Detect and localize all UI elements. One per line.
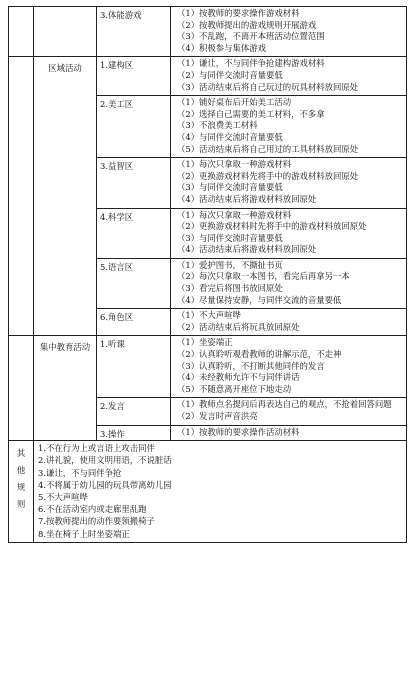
- list-item: [177, 384, 404, 396]
- item-text: 认真聆听观看教师的讲解示范，不走神: [199, 349, 342, 360]
- section-label: [34, 7, 97, 57]
- other-rules-list: [34, 441, 407, 543]
- item-text: 看完后将图书放回原处: [199, 283, 283, 294]
- table-row: [9, 336, 407, 398]
- other-rule-item: 8.坐在椅子上时坐姿端正: [38, 528, 130, 539]
- other-rules-label-cell: [9, 441, 34, 543]
- other-rule-item: 3.谦让，不与同伴争抢: [38, 467, 122, 478]
- item-number: （4）: [177, 372, 200, 383]
- list-item: [177, 144, 404, 156]
- item-text: 谦让，不与同伴争抢建构游戏材料: [199, 58, 325, 69]
- item-text: 活动结束后将玩具放回原处: [199, 321, 300, 332]
- list-item: [177, 132, 404, 144]
- item-text: 不浪费美工材料: [199, 120, 258, 131]
- list-item: [177, 427, 404, 439]
- list-item: [177, 411, 404, 423]
- item-text: 爱护图书，不撕扯书页: [199, 259, 283, 270]
- list-item: [177, 233, 404, 245]
- other-rule-item: 5.不大声喧哗: [38, 492, 88, 502]
- rules-table: [8, 6, 407, 543]
- item-number: （2）: [177, 349, 200, 360]
- other-rule-item: 1.不在行为上或言语上攻击同伴: [38, 443, 155, 454]
- list-item: [177, 260, 404, 272]
- section-label: 集中教育活动: [34, 336, 97, 441]
- item-number: （2）: [177, 19, 200, 30]
- subsection-name: 1.听课: [97, 336, 171, 398]
- list-item: [177, 221, 404, 233]
- item-text: 按教师的要求操作游戏材料: [199, 8, 300, 18]
- list-item: [177, 109, 404, 121]
- other-rule-item: 6.不在活动室内或走廊里乱跑: [38, 504, 147, 515]
- item-text: 与同伴交流时音量要低: [199, 232, 283, 243]
- item-text: 发言时声音洪亮: [199, 411, 258, 421]
- list-item: [177, 310, 404, 322]
- item-number: （2）: [177, 411, 200, 421]
- list-item: [177, 120, 404, 132]
- item-text: 认真聆听，不打断其他同伴的发言: [199, 360, 325, 371]
- item-text: 活动结束后将游戏材料放回原处: [199, 193, 317, 204]
- list-item: [177, 70, 404, 82]
- item-number: （3）: [177, 182, 200, 193]
- list-item: [177, 43, 404, 55]
- item-text: 更换游戏材料先将手中的游戏材料放回原处: [199, 170, 359, 181]
- list-item: [177, 159, 404, 171]
- item-number: （4）: [177, 131, 200, 142]
- rule-items-cell: [171, 158, 407, 208]
- subsection-name: 5.语言区: [97, 258, 171, 308]
- item-text: 不随意离开座位下地走动: [199, 383, 292, 394]
- item-number: （1）: [177, 97, 200, 108]
- rule-items-cell: [171, 309, 407, 336]
- list-item: [177, 349, 404, 361]
- rule-items-cell: [171, 336, 407, 398]
- item-text: 不乱跑，不离开本班活动位置范围: [199, 31, 325, 42]
- item-text: 活动结束后将游戏材料放回原处: [199, 244, 317, 255]
- list-item: [177, 361, 404, 373]
- item-number: （1）: [177, 58, 200, 69]
- item-number: （4）: [177, 244, 200, 255]
- table-row: [9, 57, 407, 96]
- list-item: [177, 82, 404, 94]
- rule-items-cell: [171, 258, 407, 308]
- blank-column-cell: [9, 57, 34, 336]
- list-item: [177, 283, 404, 295]
- item-number: （2）: [177, 271, 200, 282]
- list-item: [177, 171, 404, 183]
- subsection-name: 4.科学区: [97, 208, 171, 258]
- item-text: 不大声喧哗: [199, 310, 241, 321]
- blank-column-cell: [9, 336, 34, 441]
- subsection-name: 2.发言: [97, 398, 171, 425]
- item-number: （2）: [177, 221, 200, 232]
- list-item: [177, 295, 404, 307]
- item-text: 每次只拿取一种游戏材料: [199, 209, 292, 220]
- item-text: 活动结束后将自己用过的工具材料放回原处: [199, 143, 359, 154]
- rule-items-cell: [171, 398, 407, 425]
- item-text: 每次只拿取一本图书，看完后再拿另一本: [199, 271, 350, 282]
- other-rule-item: 2.讲礼貌，使用文明用语，不说脏话: [38, 455, 172, 466]
- item-text: 铺好桌布后开始美工活动: [199, 97, 292, 108]
- item-number: （4）: [177, 193, 200, 204]
- rules-document: [8, 6, 407, 543]
- item-number: （3）: [177, 120, 200, 131]
- list-item: [177, 31, 404, 43]
- list-item: [177, 322, 404, 334]
- item-number: （1）: [177, 8, 200, 18]
- item-text: 选择自己需要的美工材料，不多拿: [199, 108, 325, 119]
- table-row: [9, 7, 407, 57]
- item-text: 坐姿端正: [199, 337, 233, 348]
- other-rules-label: 其他规则: [16, 448, 26, 510]
- item-text: 与同伴交流时音量要低: [199, 69, 283, 80]
- other-rule-item: 7.按教师提出的动作要领搬椅子: [38, 516, 155, 527]
- list-item: [177, 194, 404, 206]
- subsection-name: 3.操作: [97, 425, 171, 441]
- item-number: （2）: [177, 170, 200, 181]
- item-text: 未经教师允许不与同伴讲话: [199, 372, 300, 383]
- list-item: [177, 58, 404, 70]
- item-text: 教师点名提问后再表达自己的观点，不抢着回答问题: [199, 399, 392, 410]
- item-text: 与同伴交流时音量要低: [199, 131, 283, 142]
- item-number: （3）: [177, 31, 200, 42]
- list-item: [177, 337, 404, 349]
- item-number: （1）: [177, 259, 200, 270]
- list-item: [177, 8, 404, 20]
- item-number: （2）: [177, 321, 200, 332]
- item-text: 活动结束后将自己玩过的玩具材料放回原处: [199, 81, 359, 92]
- rule-items-cell: [171, 7, 407, 57]
- item-number: （3）: [177, 232, 200, 243]
- list-item: [177, 182, 404, 194]
- item-number: （1）: [177, 310, 200, 321]
- blank-column-cell: [9, 7, 34, 57]
- item-number: （1）: [177, 426, 200, 437]
- subsection-name: 3.体能游戏: [97, 7, 171, 57]
- other-rules-row: [9, 441, 407, 543]
- item-number: （1）: [177, 209, 200, 220]
- item-text: 尽量保持安静，与同伴交流的音量要低: [199, 294, 342, 305]
- item-number: （3）: [177, 283, 200, 294]
- list-item: [177, 244, 404, 256]
- item-number: （2）: [177, 69, 200, 80]
- item-number: （3）: [177, 81, 200, 92]
- list-item: [177, 271, 404, 283]
- item-text: 按教师提出的游戏规则开展游戏: [199, 19, 317, 30]
- list-item: [177, 20, 404, 32]
- other-rule-item: 4.不将属于幼儿园的玩具带离幼儿园: [38, 479, 172, 490]
- item-number: （2）: [177, 108, 200, 119]
- item-text: 按教师的要求操作活动材料: [199, 426, 300, 437]
- item-text: 更换游戏材料时先将手中的游戏材料放回原处: [199, 221, 367, 232]
- rule-items-cell: [171, 96, 407, 158]
- item-number: （1）: [177, 159, 200, 170]
- subsection-name: 1.建构区: [97, 57, 171, 96]
- rule-items-cell: [171, 208, 407, 258]
- item-number: （3）: [177, 360, 200, 371]
- subsection-name: 3.益智区: [97, 158, 171, 208]
- item-number: （5）: [177, 143, 200, 154]
- subsection-name: 2.美工区: [97, 96, 171, 158]
- item-text: 每次只拿取一种游戏材料: [199, 159, 292, 170]
- rule-items-cell: [171, 425, 407, 441]
- list-item: [177, 210, 404, 222]
- item-number: （1）: [177, 399, 200, 410]
- item-number: （1）: [177, 337, 200, 348]
- list-item: [177, 399, 404, 411]
- rule-items-cell: [171, 57, 407, 96]
- item-text: 积极参与集体游戏: [199, 42, 266, 53]
- list-item: [177, 372, 404, 384]
- list-item: [177, 97, 404, 109]
- item-number: （4）: [177, 42, 200, 53]
- item-text: 与同伴交流时音量要低: [199, 182, 283, 193]
- item-number: （4）: [177, 294, 200, 305]
- item-number: （5）: [177, 383, 200, 394]
- section-label: 区域活动: [34, 57, 97, 336]
- subsection-name: 6.角色区: [97, 309, 171, 336]
